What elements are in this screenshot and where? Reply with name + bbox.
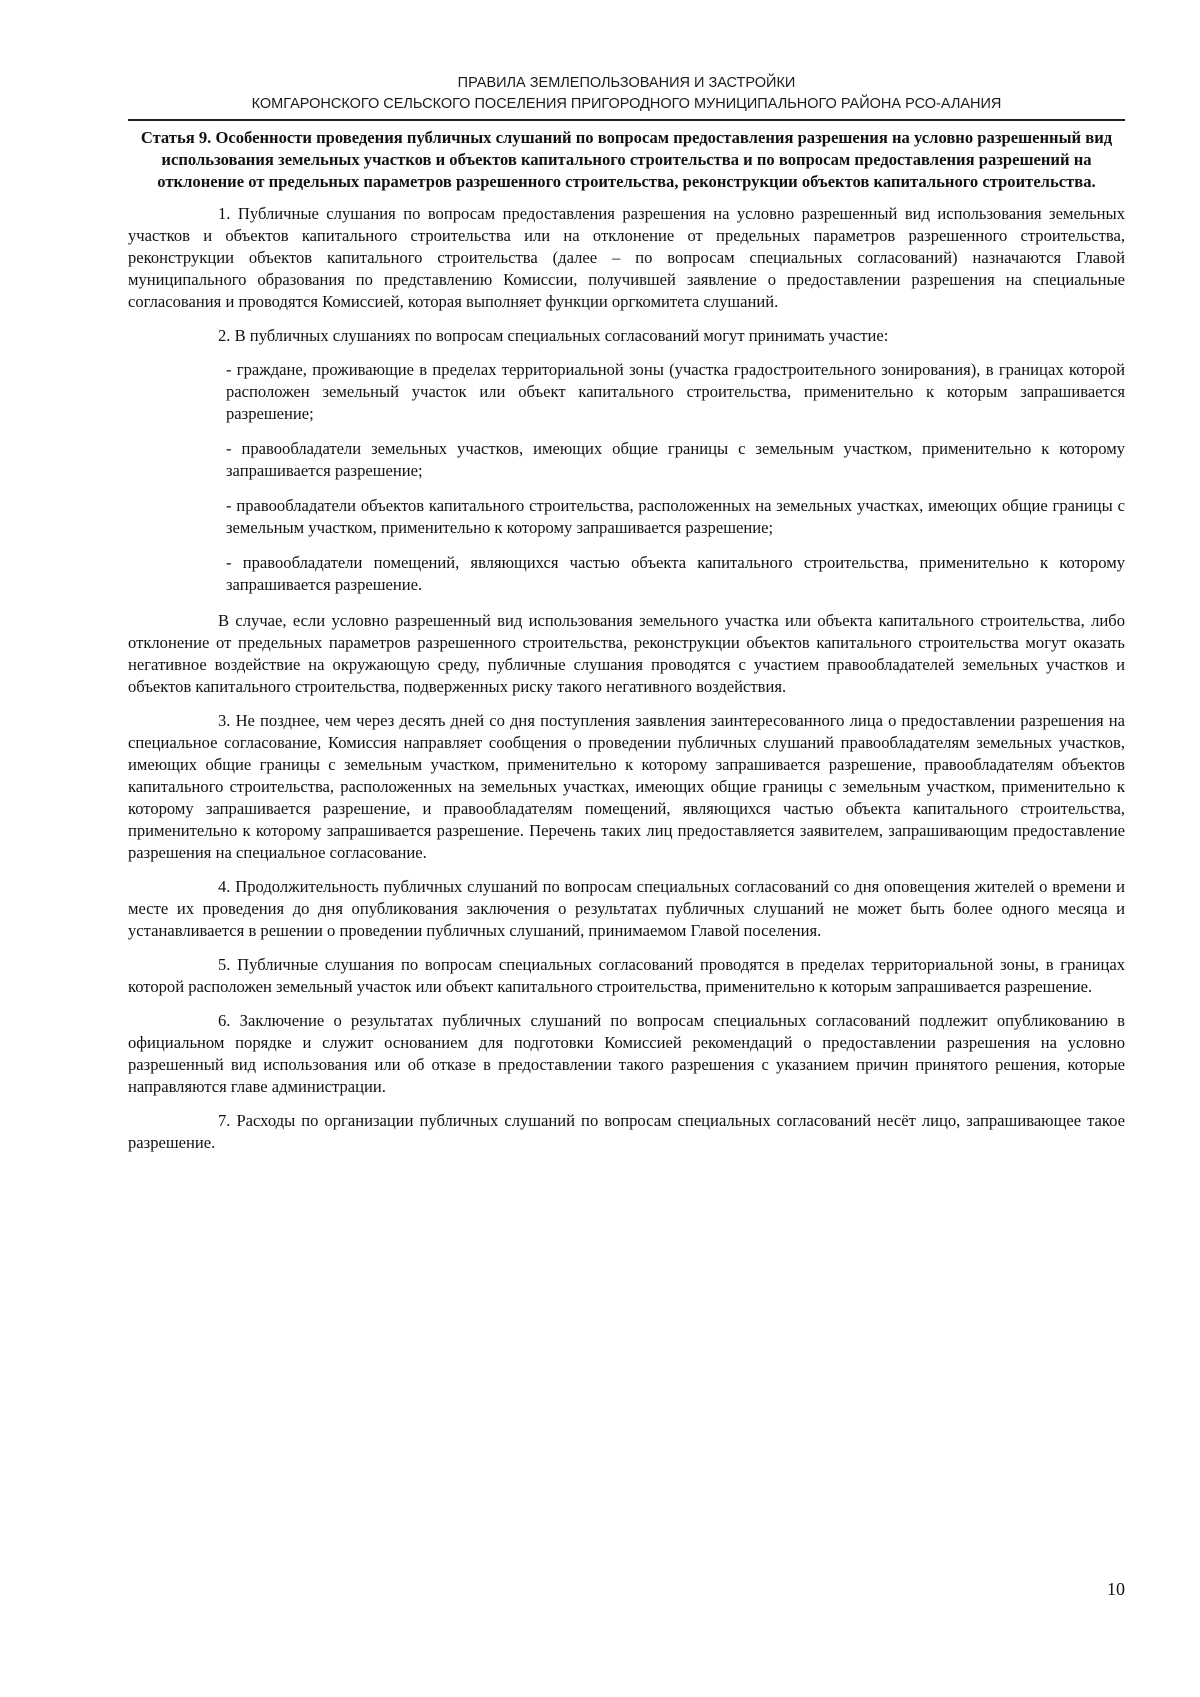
paragraph-6: 6. Заключение о результатах публичных слушаний по вопросам специальных согласований подлежит опубликованию в официальном порядке и служит основанием для подготовки Комиссией рекомендаций о предоставлении разрешения на условно разрешенный вид использования или об отказе в предоставлении такого разрешения с указанием причин принятого решения, которые направляются главе администрации. <box>128 1011 1125 1096</box>
paragraph-4: 4. Продолжительность публичных слушаний по вопросам специальных согласований со дня оповещения жителей о времени и месте их проведения до дня опубликования заключения о результатах публичных слушаний не может быть более одного месяца и устанавливается в решении о проведении публичных слушаний, принимаемом Главой поселения. <box>128 877 1125 940</box>
participants-list <box>226 359 1125 596</box>
paragraph-3: 3. Не позднее, чем через десять дней со дня поступления заявления заинтересованного лица о предоставлении разрешения на специальное согласование, Комиссия направляет сообщения о проведении публичных слушаний правообладателям земельных участков, имеющих общие границы с земельным участком, применительно к которому запрашивается разрешение, правообладателям объектов капитального строительства, расположенных на земельных участках, имеющих общие границы с земельным участком, применительно к которому запрашивается разрешение, и правообладателям помещений, являющихся частью объекта капитального строительства, применительно к которому запрашивается разрешение. Перечень таких лиц предоставляется заявителем, запрашивающим предоставление разрешения на специальное согласование. <box>128 711 1125 862</box>
page-number: 10 <box>1107 1579 1125 1599</box>
paragraph-1: 1. Публичные слушания по вопросам предоставления разрешения на условно разрешенный вид использования земельных участков и объектов капитального строительства или на отклонение от предельных параметров разрешенного строительства, реконструкции объектов капитального строительства (далее – по вопросам специальных согласований) назначаются Главой муниципального образования по представлению Комиссии, получившей заявление о предоставлении разрешения на специальные согласования и проводятся Комиссией, которая выполняет функции оргкомитета слушаний. <box>128 204 1125 311</box>
paragraph-2-continued: В случае, если условно разрешенный вид использования земельного участка или объекта капитального строительства, либо отклонение от предельных параметров разрешенного строительства, реконструкции объектов капитального строительства могут оказать негативное воздействие на окружающую среду, публичные слушания проводятся с участием правообладателей земельных участков и объектов капитального строительства, подверженных риску такого негативного воздействия. <box>128 611 1125 696</box>
header-line-1: ПРАВИЛА ЗЕМЛЕПОЛЬЗОВАНИЯ И ЗАСТРОЙКИ <box>457 75 796 91</box>
paragraph-5: 5. Публичные слушания по вопросам специальных согласований проводятся в пределах территориальной зоны, в границах которой расположен земельный участок или объект капитального строительства, применительно к которым запрашивается разрешение. <box>128 955 1125 996</box>
running-header <box>128 73 1125 115</box>
list-item: - правообладатели помещений, являющихся частью объекта капитального строительства, применительно к которому запрашивается разрешение. <box>226 553 1125 594</box>
list-item: - правообладатели объектов капитального строительства, расположенных на земельных участках, имеющих общие границы с земельным участком, применительно к которому запрашивается разрешение; <box>226 496 1125 537</box>
article-body <box>128 127 1125 1166</box>
header-line-2: КОМГАРОНСКОГО СЕЛЬСКОГО ПОСЕЛЕНИЯ ПРИГОРОДНОГО МУНИЦИПАЛЬНОГО РАЙОНА РСО-АЛАНИЯ <box>251 96 1002 112</box>
paragraph-7: 7. Расходы по организации публичных слушаний по вопросам специальных согласований несёт лицо, запрашивающее такое разрешение. <box>128 1111 1125 1152</box>
article-title: Статья 9. Особенности проведения публичных слушаний по вопросам предоставления разрешения на условно разрешенный вид использования земельных участков и объектов капитального строительства и по вопросам предоставления разрешений на отклонение от предельных параметров разрешенного строительства, реконструкции объектов капитального строительства. <box>140 128 1113 191</box>
header-divider <box>128 119 1125 121</box>
paragraph-2: 2. В публичных слушаниях по вопросам специальных согласований могут принимать участие: <box>218 326 889 345</box>
list-item: - правообладатели земельных участков, имеющих общие границы с земельным участком, применительно к которому запрашивается разрешение; <box>226 439 1125 480</box>
list-item: - граждане, проживающие в пределах территориальной зоны (участка градостроительного зонирования), в границах которой расположен земельный участок или объект капитального строительства, применительно к которым запрашивается разрешение; <box>226 360 1125 423</box>
